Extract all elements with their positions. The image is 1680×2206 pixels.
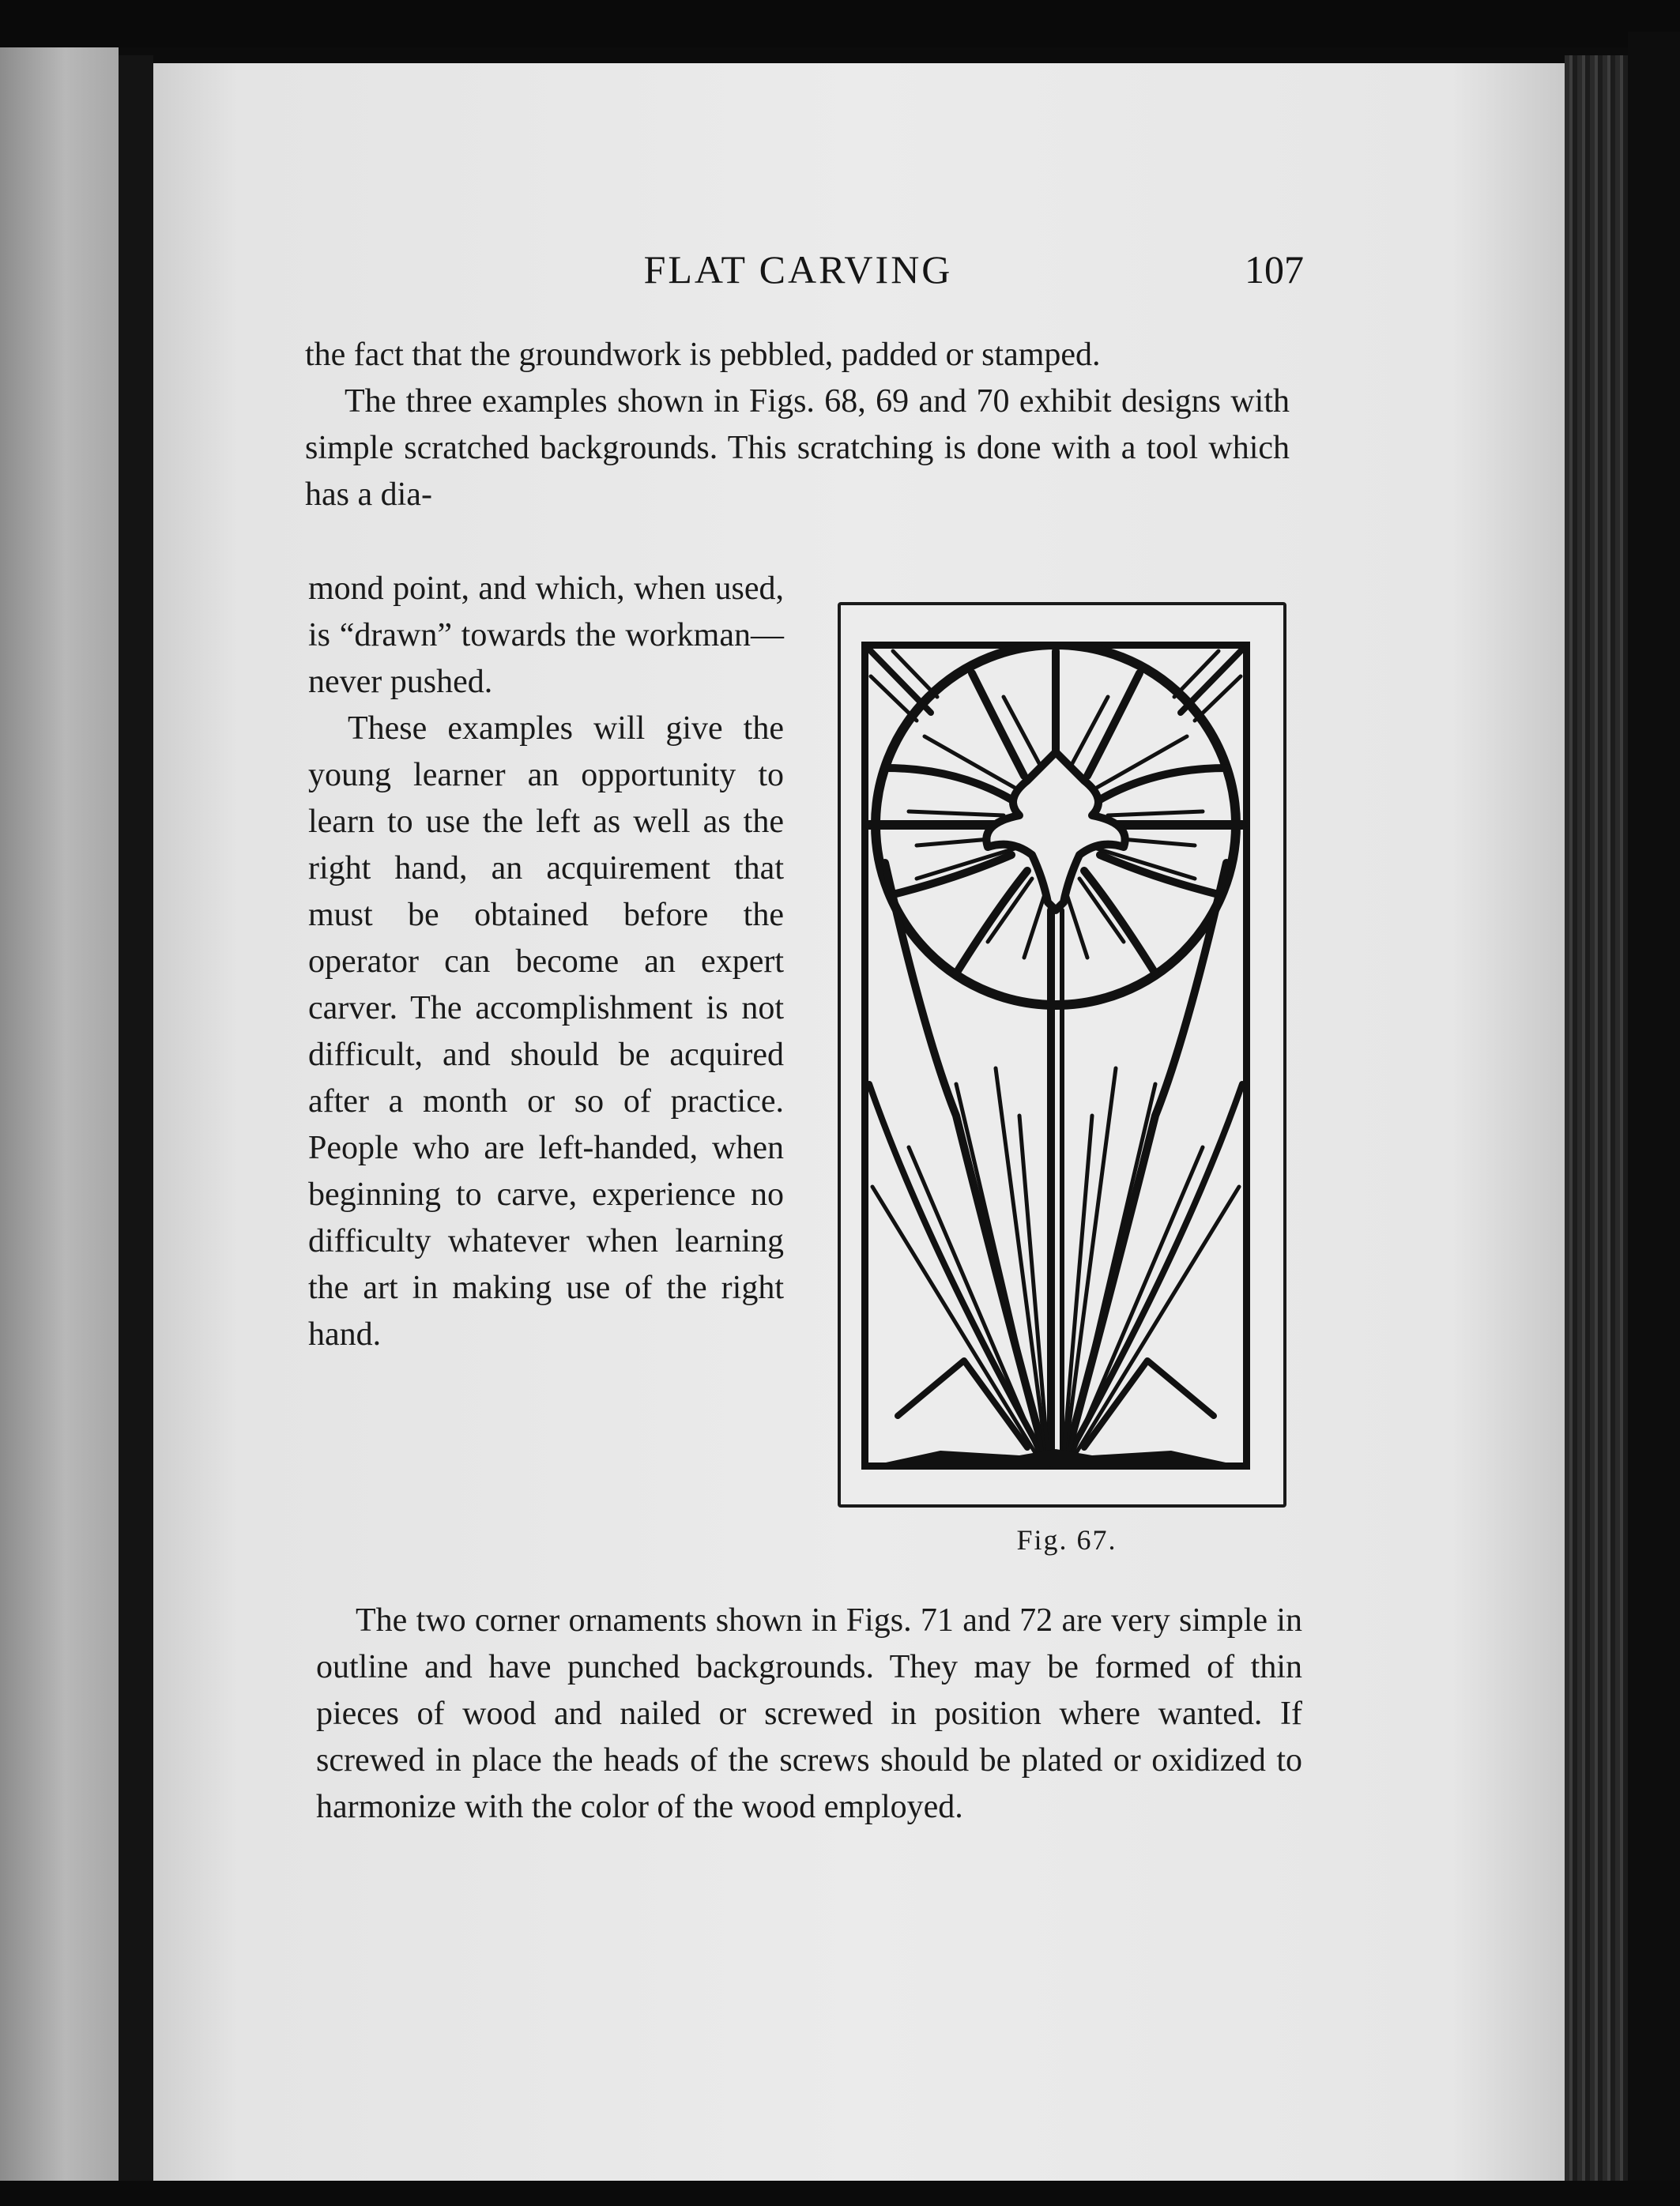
paragraph-learner: These examples will give the young learner an opportunity to learn to use the left as well as the right hand, an acquirement that must be obtained before the operator can become an expert carver. The accomplishment is not difficult, and should be acquired after a month or so of practice. People who are left-handed, when beginning to carve, experience no difficulty whatever when learning the art in making use of the right hand. — [308, 710, 784, 1353]
book-gutter — [119, 55, 153, 2189]
paragraph-examples-top: The three examples shown in Figs. 68, 69 and 70 exhibit designs with simple scratched backgrounds. This scratching is done with a tool which has a dia- — [305, 383, 1290, 513]
scan-bottom-border — [0, 2181, 1680, 2206]
text-block-top — [305, 332, 1290, 518]
paragraph-intro: the fact that the groundwork is pebbled, padded or stamped. — [305, 337, 1101, 373]
facing-page-edge — [0, 47, 119, 2181]
page-stack-edge — [1565, 55, 1628, 2189]
scan-right-border — [1628, 32, 1680, 2206]
flower-carving-illustration — [861, 642, 1250, 1470]
text-block-beside-figure — [308, 566, 784, 1358]
paragraph-examples-side: mond point, and which, when used, is “drawn” towards the workman—never pushed. — [308, 570, 784, 700]
figure-caption: Fig. 67. — [1016, 1524, 1117, 1556]
running-title: FLAT CARVING — [643, 247, 953, 292]
page-number: 107 — [1245, 247, 1304, 292]
scan-top-border — [0, 0, 1680, 47]
paragraph-corners: The two corner ornaments shown in Figs. 71 and 72 are very simple in outline and have punched backgrounds. They may be formed of thin pieces of wood and nailed or screwed in position where wanted. If screwed in place the heads of the screws should be plated or oxidized to harmonize with the color of the wood employed. — [316, 1602, 1302, 1825]
text-block-bottom — [316, 1598, 1302, 1831]
